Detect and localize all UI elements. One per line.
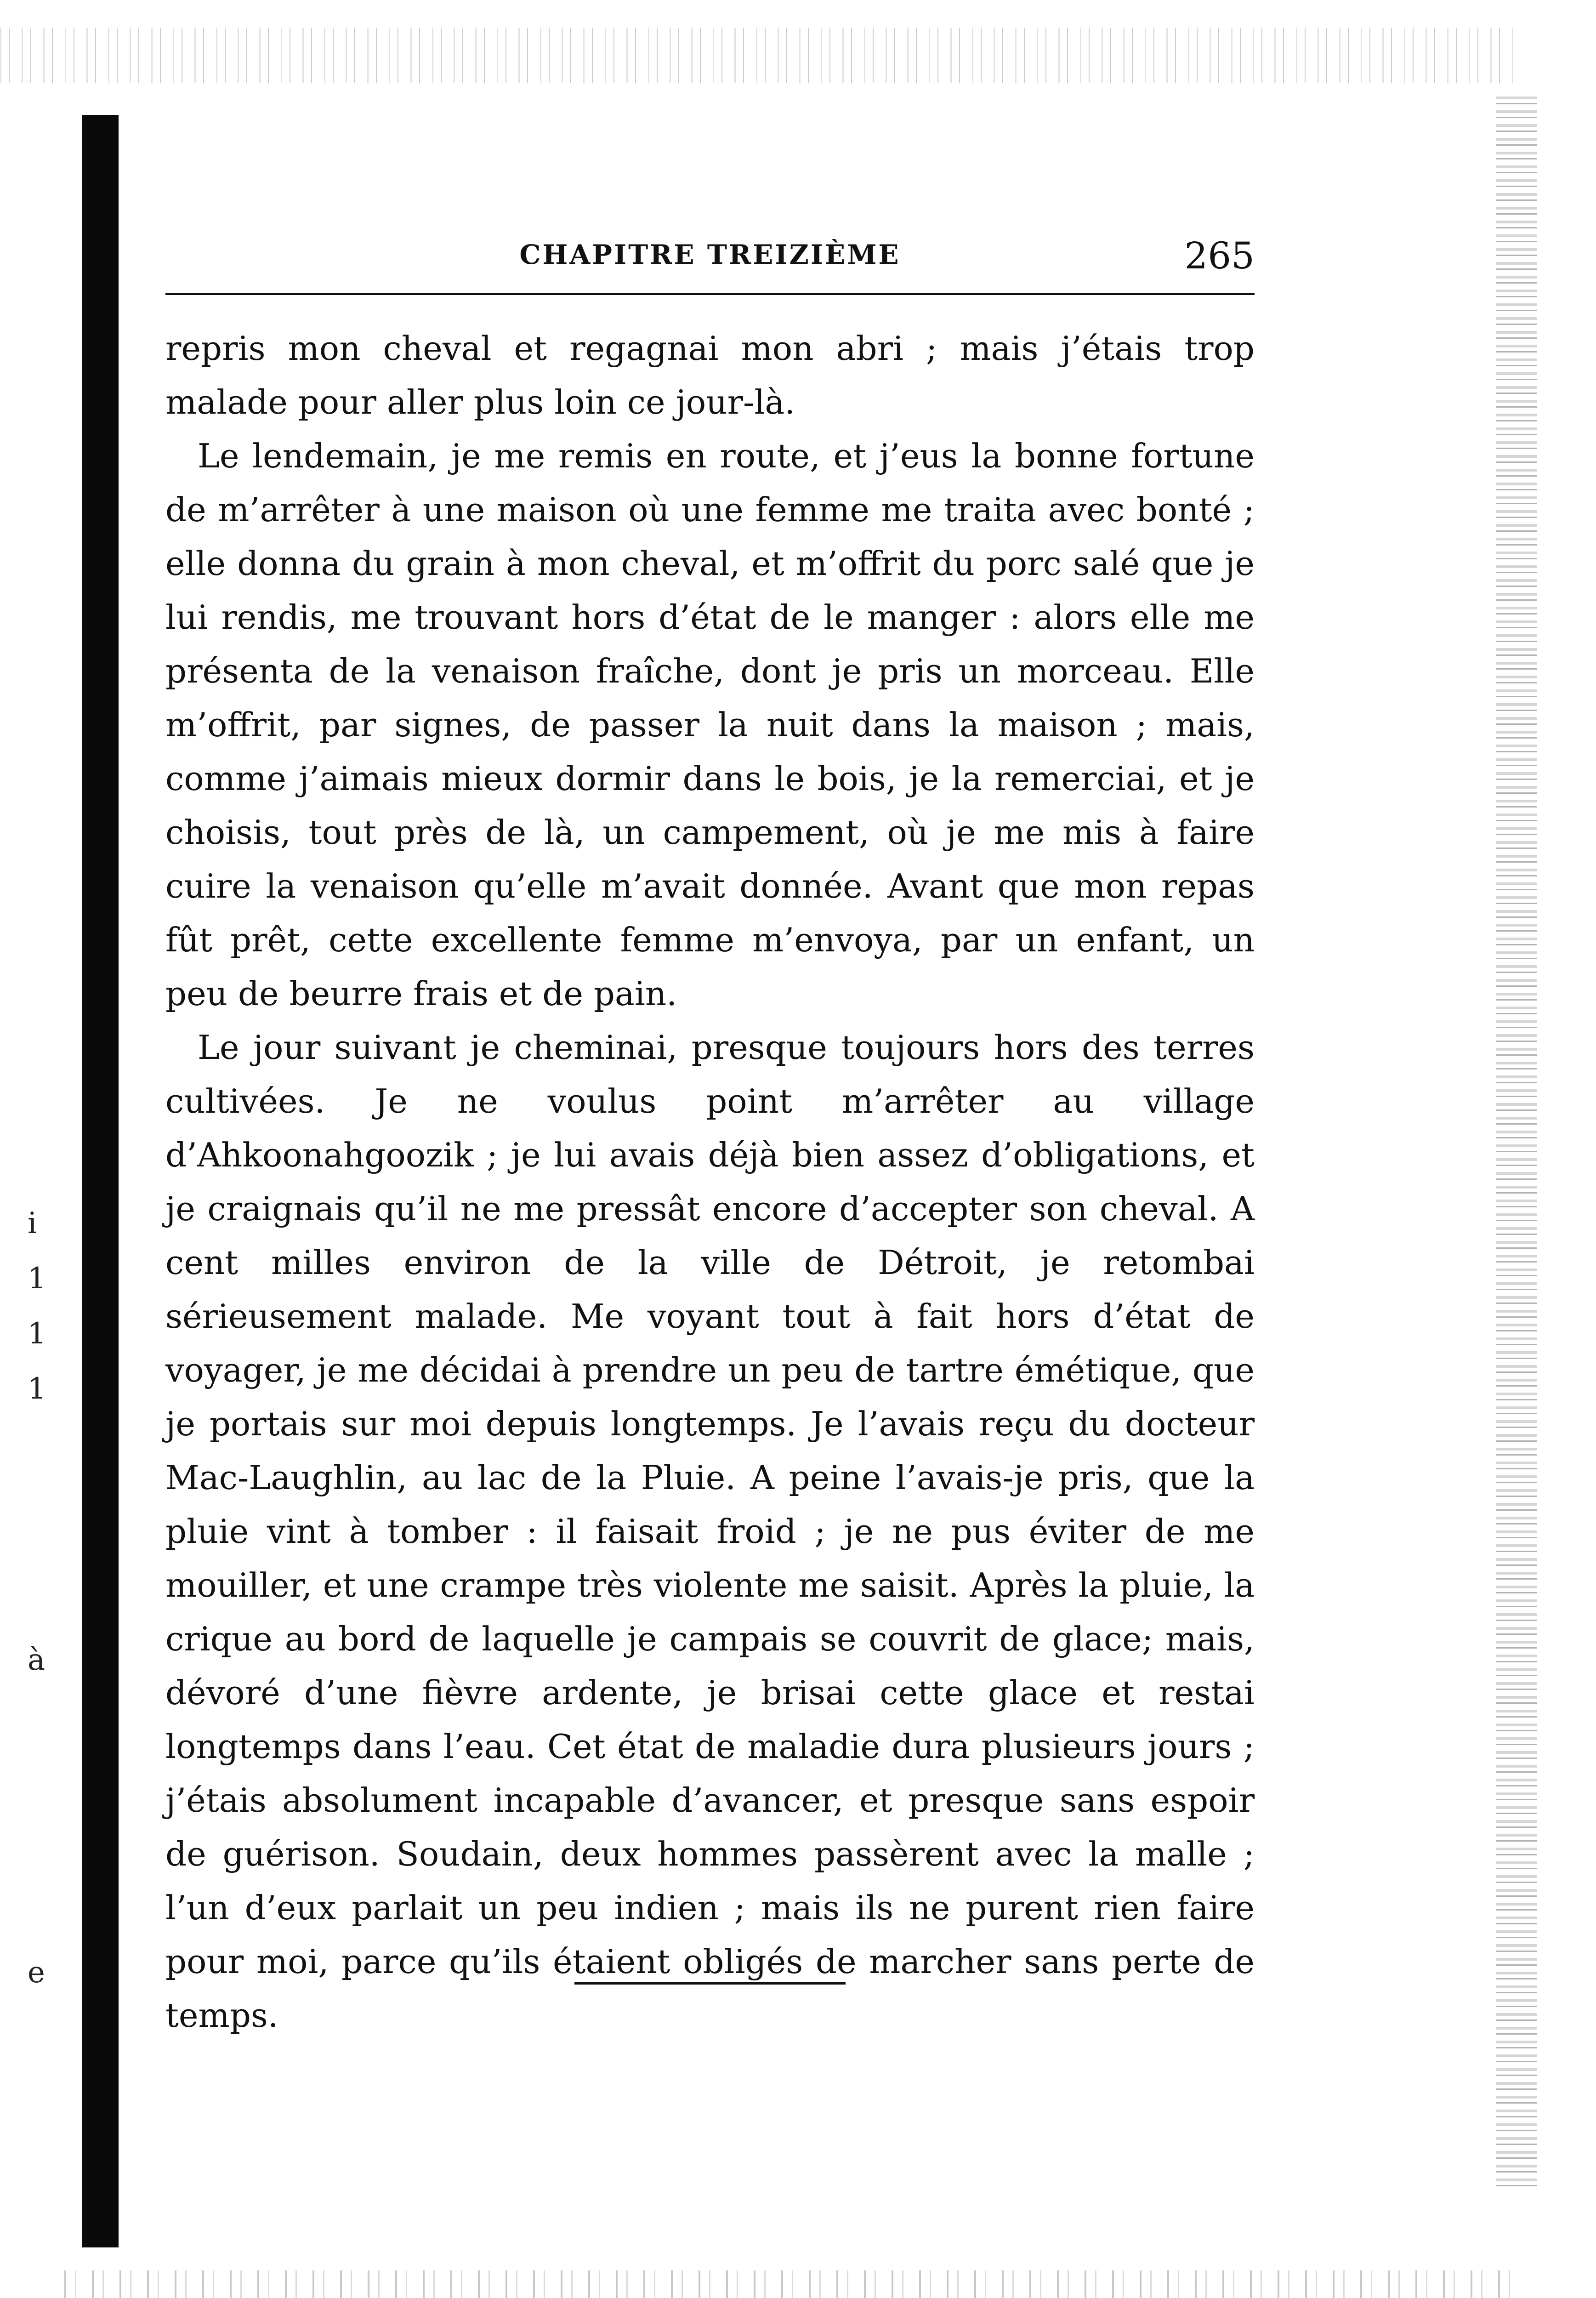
scan-noise-bottom (64, 2270, 1512, 2298)
header-rule (165, 293, 1255, 295)
paragraph: Le jour suivant je cheminai, presque toujours hors des terres cultivées. Je ne voulus point m’arrêter au village d’Ahkoonahgoozik ; je lui avais déjà bien assez d’obligations, et je craignais qu’il ne me pressât encore d’accepter son cheval. A cent milles environ de la ville de Détroit, je retombai sérieusement malade. Me voyant tout à fait hors d’état de voyager, je me décidai à prendre un peu de tartre émétique, que je portais sur moi depuis longtemps. Je l’avais reçu du docteur Mac-Laughlin, au lac de la Pluie. A peine l’avais-je pris, que la pluie vint à tomber : il faisait froid ; je ne pus éviter de me mouiller, et une crampe très violente me saisit. Après la pluie, la crique au bord de laquelle je campais se couvrit de glace; mais, dévoré d’une fièvre ardente, je brisai cette glace et restai longtemps dans l’eau. Cet état de maladie dura plusieurs jours ; j’étais absolument incapable d’avancer, et presque sans espoir de guérison. Soudain, deux hommes passèrent avec la malle ; l’un d’eux parlait un peu indien ; mais ils ne purent rien faire pour moi, parce qu’ils étaient obligés de marcher sans perte de temps. (165, 1028, 1255, 2035)
binding-gutter-shadow (82, 115, 119, 2247)
margin-fragment: i (28, 1206, 37, 1240)
chapter-title: CHAPITRE TREIZIÈME (519, 239, 901, 270)
page-edge-right (1496, 97, 1537, 2192)
margin-fragment: e (28, 1956, 45, 1990)
page-number: 265 (1184, 234, 1255, 277)
margin-fragment: 1 (28, 1317, 46, 1351)
body-text (165, 322, 1255, 2042)
paragraph: repris mon cheval et regagnai mon abri ; mais j’étais trop malade pour aller plus loin ce jour-là. (165, 329, 1255, 421)
margin-fragment: à (28, 1643, 45, 1677)
margin-fragment: 1 (28, 1372, 46, 1406)
closing-rule (574, 1982, 846, 1985)
paragraph: Le lendemain, je me remis en route, et j’eus la bonne fortune de m’arrêter à une maison où une femme me traita avec bonté ; elle donna du grain à mon cheval, et m’offrit du porc salé que je lui rendis, me trouvant hors d’état de le manger : alors elle me présenta de la venaison fraîche, dont je pris un morceau. Elle m’offrit, par signes, de passer la nuit dans la maison ; mais, comme j’aimais mieux dormir dans le bois, je la remerciai, et je choisis, tout près de là, un campement, où je me mis à faire cuire la venaison qu’elle m’avait donnée. Avant que mon repas fût prêt, cette excellente femme m’envoya, par un enfant, un peu de beurre frais et de pain. (165, 437, 1255, 1013)
margin-fragment: 1 (28, 1262, 46, 1296)
scan-noise-top (0, 28, 1516, 83)
running-head (165, 234, 1255, 290)
